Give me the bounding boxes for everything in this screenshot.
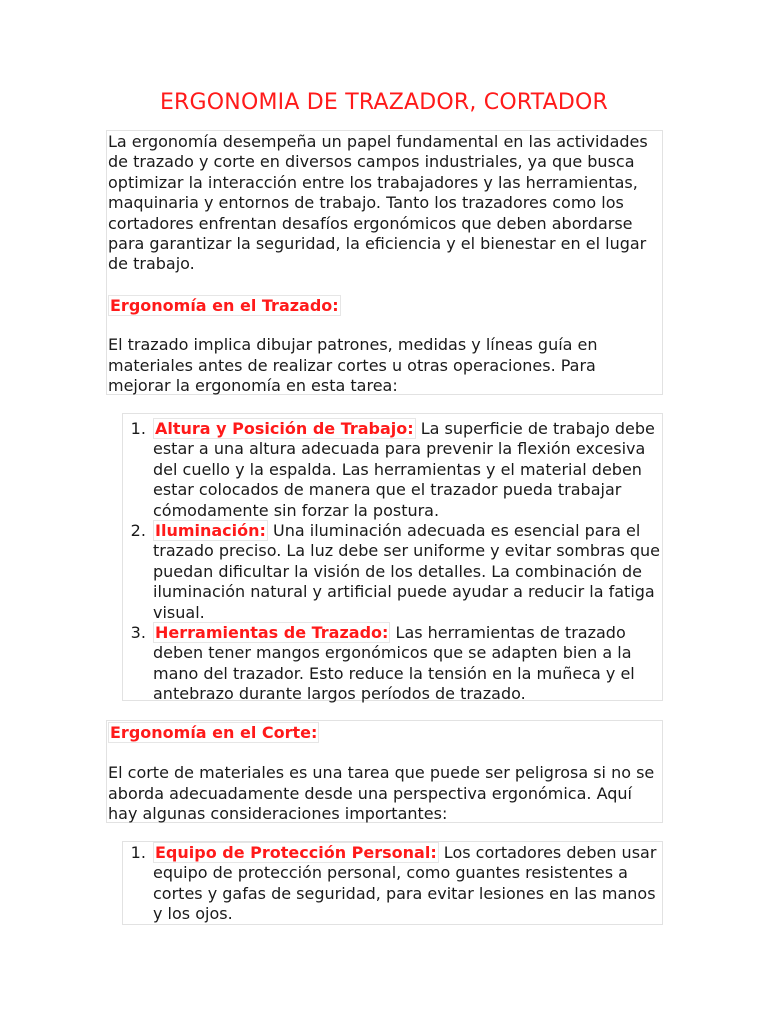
intro-block: [106, 130, 663, 395]
list-item: [151, 419, 660, 521]
list-item-label: Herramientas de Trazado:: [155, 623, 389, 643]
section-heading-corte: Ergonomía en el Corte:: [110, 723, 318, 742]
list-item-text: Las herramientas de trazado deben tener mangos ergonómicos que se adapten bien a la mano del trazador. Esto reduce la tensión en la muñeca y el antebrazo durante largos períodos de trazado.: [153, 623, 635, 704]
list-item: [151, 843, 660, 925]
list-item: [151, 521, 660, 623]
list-item-text: La superficie de trabajo debe estar a una altura adecuada para prevenir la flexión excesiva del cuello y la espalda. Las herramientas y el material deben estar colocados de manera que el trazador pueda trabajar cómodamente sin forzar la postura.: [153, 419, 655, 520]
intro-paragraph: La ergonomía desempeña un papel fundamental en las actividades de trazado y corte en diversos campos industriales, ya que busca optimizar la interacción entre los trabajadores y las herramientas, maquinaria y entornos de trabajo. Tanto los trazadores como los cortadores enfrentan desafíos ergonómicos que deben abordarse para garantizar la seguridad, la eficiencia y el bienestar en el lugar de trabajo.: [108, 132, 648, 274]
corte-block: [106, 720, 663, 823]
corte-list: [123, 843, 660, 925]
list-item-text: Una iluminación adecuada es esencial para el trazado preciso. La luz debe ser uniforme y evitar sombras que puedan dificultar la visión de los detalles. La combinación de iluminación natural y artificial puede ayudar a reducir la fatiga visual.: [153, 521, 661, 622]
list-item-label: Iluminación:: [155, 521, 266, 541]
trazado-paragraph: El trazado implica dibujar patrones, medidas y líneas guía en materiales antes de realizar cortes u otras operaciones. Para mejorar la ergonomía en esta tarea:: [108, 335, 598, 396]
list-item-label: Altura y Posición de Trabajo:: [155, 419, 414, 438]
list-item: [151, 623, 660, 705]
list-item-label: Equipo de Protección Personal:: [155, 843, 437, 862]
list-item-text: Los cortadores deben usar equipo de protección personal, como guantes resistentes a cortes y gafas de seguridad, para evitar lesiones en las manos y los ojos.: [153, 843, 657, 924]
corte-list-block: [122, 841, 663, 925]
document-title: ERGONOMIA DE TRAZADOR, CORTADOR: [159, 90, 609, 115]
trazado-list-block: [122, 413, 663, 704]
trazado-list: [123, 419, 660, 705]
section-heading-trazado: Ergonomía en el Trazado:: [110, 295, 339, 315]
corte-paragraph: El corte de materiales es una tarea que puede ser peligrosa si no se aborda adecuadamente desde una perspectiva ergonómica. Aquí hay algunas consideraciones importantes:: [108, 763, 655, 824]
